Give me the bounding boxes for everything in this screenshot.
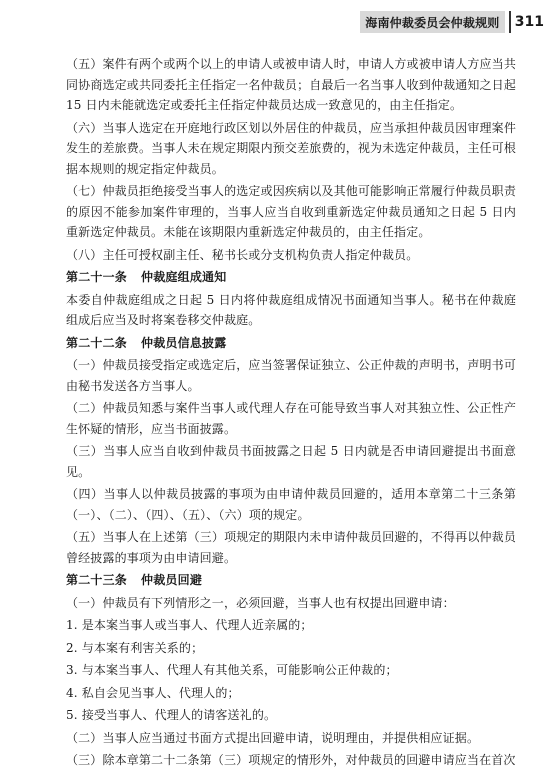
paragraph: （五）当事人在上述第（三）项规定的期限内未申请仲裁员回避的，不得再以仲裁员曾经披露的事项为由申请回避。 (66, 530, 516, 565)
paragraph: 5. 接受当事人、代理人的请客送礼的。 (66, 708, 277, 722)
article-number: 第二十三条 (66, 573, 128, 587)
article-heading (66, 570, 516, 591)
paragraph: 2. 与本案有利害关系的； (66, 640, 204, 655)
paragraph: 4. 私自会见当事人、代理人的； (66, 685, 240, 700)
paragraph: （一）仲裁员有下列情形之一，必须回避，当事人也有权提出回避申请： (66, 595, 455, 610)
header-divider (509, 11, 511, 33)
paragraph: 1. 是本案当事人或当事人、代理人近亲属的； (66, 618, 313, 632)
page-number: 311 (514, 14, 544, 30)
paragraph: （三）当事人应当自收到仲裁员书面披露之日起 5 日内就是否申请回避提出书面意见。 (66, 444, 516, 479)
article-number: 第二十一条 (66, 270, 128, 284)
running-header (360, 10, 544, 34)
paragraph: （一）仲裁员接受指定或选定后，应当签署保证独立、公正仲裁的声明书，声明书可由秘书发送各方当事人。 (66, 358, 516, 393)
paragraph: （三）除本章第二十二条第（三）项规定的情形外，对仲裁员的回避申请应当在首次 (66, 753, 516, 767)
paragraph: （六）当事人选定在开庭地行政区划以外居住的仲裁员，应当承担仲裁员因审理案件发生的差旅费。当事人未在规定期限内预交差旅费的，视为未选定仲裁员，主任可根据本规则的规定指定仲裁员。 (66, 120, 516, 176)
paragraph: （四）当事人以仲裁员披露的事项为由申请仲裁员回避的，适用本章第二十三条第（一）、（二）、（四）、（五）、（六）项的规定。 (66, 487, 516, 522)
running-header-title: 海南仲裁委员会仲裁规则 (360, 11, 505, 33)
paragraph: （二）当事人应当通过书面方式提出回避申请，说明理由，并提供相应证据。 (66, 730, 480, 745)
paragraph: 本委自仲裁庭组成之日起 5 日内将仲裁庭组成情况书面通知当事人。秘书在仲裁庭组成后应当及时将案卷移交仲裁庭。 (66, 292, 516, 327)
article-number: 第二十二条 (66, 335, 128, 350)
paragraph: （七）仲裁员拒绝接受当事人的选定或因疾病以及其他可能影响正常履行仲裁员职责的原因不能参加案件审理的，当事人应当自收到重新选定仲裁员通知之日起 5 日内重新选定仲裁员。未能在该期限内重新选定仲裁员的，由主任指定。 (66, 184, 516, 239)
article-title: 仲裁员回避 (141, 573, 203, 587)
paragraph: （二）仲裁员知悉与案件当事人或代理人存在可能导致当事人对其独立性、公正性产生怀疑的情形，应当书面披露。 (66, 401, 516, 436)
article-heading (66, 267, 516, 288)
article-title: 仲裁员信息披露 (141, 335, 227, 350)
article-heading (66, 333, 516, 354)
paragraph: （五）案件有两个或两个以上的申请人或被申请人时，申请人方或被申请人方应当共同协商选定或共同委托主任指定一名仲裁员；自最后一名当事人收到仲裁通知之日起 15 日内未能就选定或委托主任指定仲裁员达成一致意见的，由主任指定。 (66, 57, 516, 112)
article-title: 仲裁庭组成通知 (141, 270, 227, 284)
page-body (66, 54, 516, 773)
paragraph: 3. 与本案当事人、代理人有其他关系，可能影响公正仲裁的； (66, 663, 398, 677)
paragraph: （八）主任可授权副主任、秘书长或分支机构负责人指定仲裁员。 (66, 247, 419, 262)
